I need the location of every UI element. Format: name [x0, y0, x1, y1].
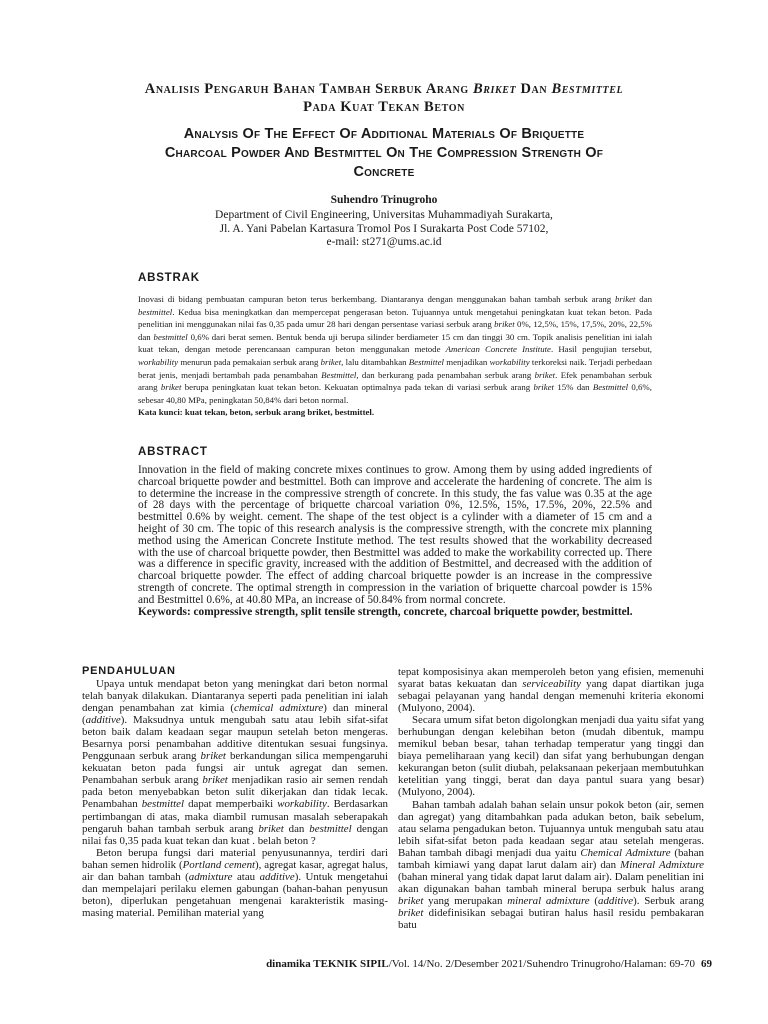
journal-name: dinamika TEKNIK SIPIL	[266, 958, 389, 970]
paragraph: Bahan tambah adalah bahan selain unsur pokok beton (air, semen dan agregat) yang ditambahkan pada adukan beton, baik sebelum, atau selama pengadukan beton. Tujuannya untuk mengubah satu atau lebih sifat-sifat beton pada keadaan segar atau setelah mengeras. Bahan tambah dibagi menjadi dua yaitu Chemical Admixture (bahan tambah kimiawi yang dapat larut dalam air) dan Mineral Admixture (bahan mineral yang tidak dapat larut dalam air). Dalam penelitian ini akan digunakan bahan tambah mineral berupa serbuk halus arang briket yang merupakan mineral admixture (additive). Serbuk arang briket didefinisikan sebagai butiran halus hasil residu pembakaran batu	[398, 798, 705, 931]
affiliation-dept: Department of Civil Engineering, Universitas Muhammadiyah Surakarta,	[215, 209, 553, 221]
author-name: Suhendro Trinugroho	[330, 194, 438, 206]
title-en-line2: Charcoal Powder And Bestmittel On The Compression Strength Of	[164, 145, 604, 161]
paragraph: Secara umum sifat beton digolongkan menjadi dua yaitu sifat yang berhubungan dengan kelebihan beton (mudah dibentuk, mampu memikul beban besar, tahan terhadap temperatur yang tinggi dan biaya pemeliharaan yang kecil) dan sifat yang berhubungan dengan kekurangan beton (sulit diubah, pelaksanaan pekerjaan membutuhkan ketelitian yang tinggi, berat dan daya pantul suara yang besar) (Mulyono, 2004).	[398, 714, 704, 799]
title-indonesian	[40, 80, 728, 116]
title-en-line3: Concrete	[353, 164, 415, 180]
affiliation-email: e-mail: st271@ums.ac.id	[326, 236, 442, 248]
abstract-body	[138, 465, 652, 618]
title-en-line1: Analysis Of The Effect Of Additional Materials Of Briquette	[183, 126, 585, 142]
abstrak-heading: ABSTRAK	[138, 272, 200, 284]
column-right	[398, 666, 704, 931]
abstract-heading: ABSTRACT	[138, 446, 208, 458]
journal-details: /Vol. 14/No. 2/Desember 2021/Suhendro Trinugroho/Halaman: 69-70	[388, 958, 695, 970]
author-affiliation	[40, 209, 728, 250]
abstrak-keywords: Kata kunci: kuat tekan, beton, serbuk arang briket, bestmittel.	[138, 407, 375, 418]
abstract-keywords: Keywords: compressive strength, split tensile strength, concrete, charcoal briquette powder, bestmittel.	[138, 605, 633, 618]
page-number: 69	[701, 958, 712, 970]
pendahuluan-heading: PENDAHULUAN	[82, 665, 176, 677]
paragraph: Beton berupa fungsi dari material penyusunannya, terdiri dari bahan semen hidrolik (Portland cement), agregat kasar, agregat halus, air dan bahan tambah (admixture atau additive). Untuk mengetahui dan mempelajari perilaku elemen gabungan (bahan-bahan penyusun beton), diperlukan pengetahuan mengenai karakteristik masing-masing material. Pemilihan material yang	[82, 846, 388, 919]
abstrak-body: Inovasi di bidang pembuatan campuran beton terus berkembang. Diantaranya dengan menggunakan bahan tambah serbuk arang briket dan bestmittel. Kedua bisa meningkatkan dan mempercepat pengerasan beton. Tujuannya untuk mengetahui peningkatan kuat tekan beton. Pada penelitian ini menggunakan nilai fas 0,35 pada umur 28 hari dengan persentase variasi serbuk arang briket 0%, 12,5%, 15%, 17,5%, 20%, 22,5% dan bestmittel 0,6% dari berat semen. Bentuk benda uji berupa silinder berdiameter 15 cm dan tinggi 30 cm. Topik analisis penelitian ini ialah kuat tekan, dengan metode perencanaan campuran beton menggunakan metode American Concrete Institute. Hasil pengujian tersebut, workability menurun pada pemakaian serbuk arang briket, lalu ditambahkan Bestmittel menjadikan workability terkoreksi naik. Terjadi perbedaan berat jenis, menjadi bertambah pada penambahan Bestmittel, dan berkurang pada penambahan serbuk arang briket. Efek penambahan serbuk arang briket berupa peningkatan kuat tekan beton. Kekuatan optimalnya pada tekan di variasi serbuk arang briket 15% dan Bestmittel 0,6%, sebesar 40,80 MPa, peningkatan 50,84% dari beton normal. Kata kunci: kuat tekan, beton, serbuk arang briket, bestmittel.	[138, 294, 652, 418]
abstract-text: Innovation in the field of making concrete mixes continues to grow. Among them by using added ingredients of charcoal briquette powder and bestmittel. Both can improve and accelerate the hardening of concrete. The aim is to determine the increase in the compressive strength of concrete. In this study, the fas value was 0.35 at the age of 28 days with the percentage of briquette charcoal variation 0%, 12.5%, 15%, 17.5%, 20%, 22.5% and bestmittel 0.6% by weight. cement. The shape of the test object is a cylinder with a diameter of 15 cm and a height of 30 cm. The topic of this research analysis is the compressive strength, with the concrete mix planning method using the American Concrete Institute method. The test results showed that the workability decreased with the use of charcoal briquette powder, then Bestmittel was added to make the workability corrected up. There was a difference in specific gravity, increased with the addition of Bestmittel, and decreased with the addition of charcoal briquette powder. The effect of adding charcoal briquette powder is an increase in the compressive strength of concrete. The optimal strength in compression in the variation of briquette charcoal powder is 15% and Bestmittel 0.6%, at 40.80 MPa, an increase of 50.84% from normal concrete.	[138, 464, 652, 606]
paragraph: tepat komposisinya akan memperoleh beton yang efisien, memenuhi syarat batas kekuatan dan serviceability yang dapat diartikan juga sebagai pelayanan yang handal dengan memenuhi kriteria ekonomi (Mulyono, 2004).	[398, 666, 704, 715]
page-footer	[200, 958, 712, 970]
title-english	[60, 125, 708, 182]
paragraph: Upaya untuk mendapat beton yang meningkat dari beton normal telah banyak dilakukan. Diantaranya seperti pada penelitian ini ialah dengan penambahan zat kimia (chemical admixture) dan mineral (additive). Maksudnya untuk mengubah satu atau lebih sifat-sifat beton baik dalam keadaan segar maupun setelah beton mengeras. Besarnya porsi penambahan additive ditentukan sesuai fungsinya. Penggunaan serbuk arang briket berkandungan silica mempengaruhi kekuatan beton pada fungsi air untuk agregat dan semen. Penambahan serbuk arang briket menjadikan rasio air semen rendah pada beton menyebabkan beton sulit dikerjakan dan tidak lecak. Penambahan bestmittel dapat memperbaiki workability. Berdasarkan pertimbangan di atas, maka diambil rumusan masalah seberapakah pengaruh bahan tambah serbuk arang briket dan bestmittel dengan nilai fas 0,35 pada kuat tekan dan kuat . belah beton ?	[82, 678, 389, 847]
title-id-line2: Pada Kuat Tekan Beton	[303, 99, 465, 115]
title-id-line1: Analisis Pengaruh Bahan Tambah Serbuk Arang Briket Dan Bestmittel	[144, 81, 624, 97]
column-left	[82, 678, 388, 919]
affiliation-address: Jl. A. Yani Pabelan Kartasura Tromol Pos I Surakarta Post Code 57102,	[219, 222, 549, 235]
